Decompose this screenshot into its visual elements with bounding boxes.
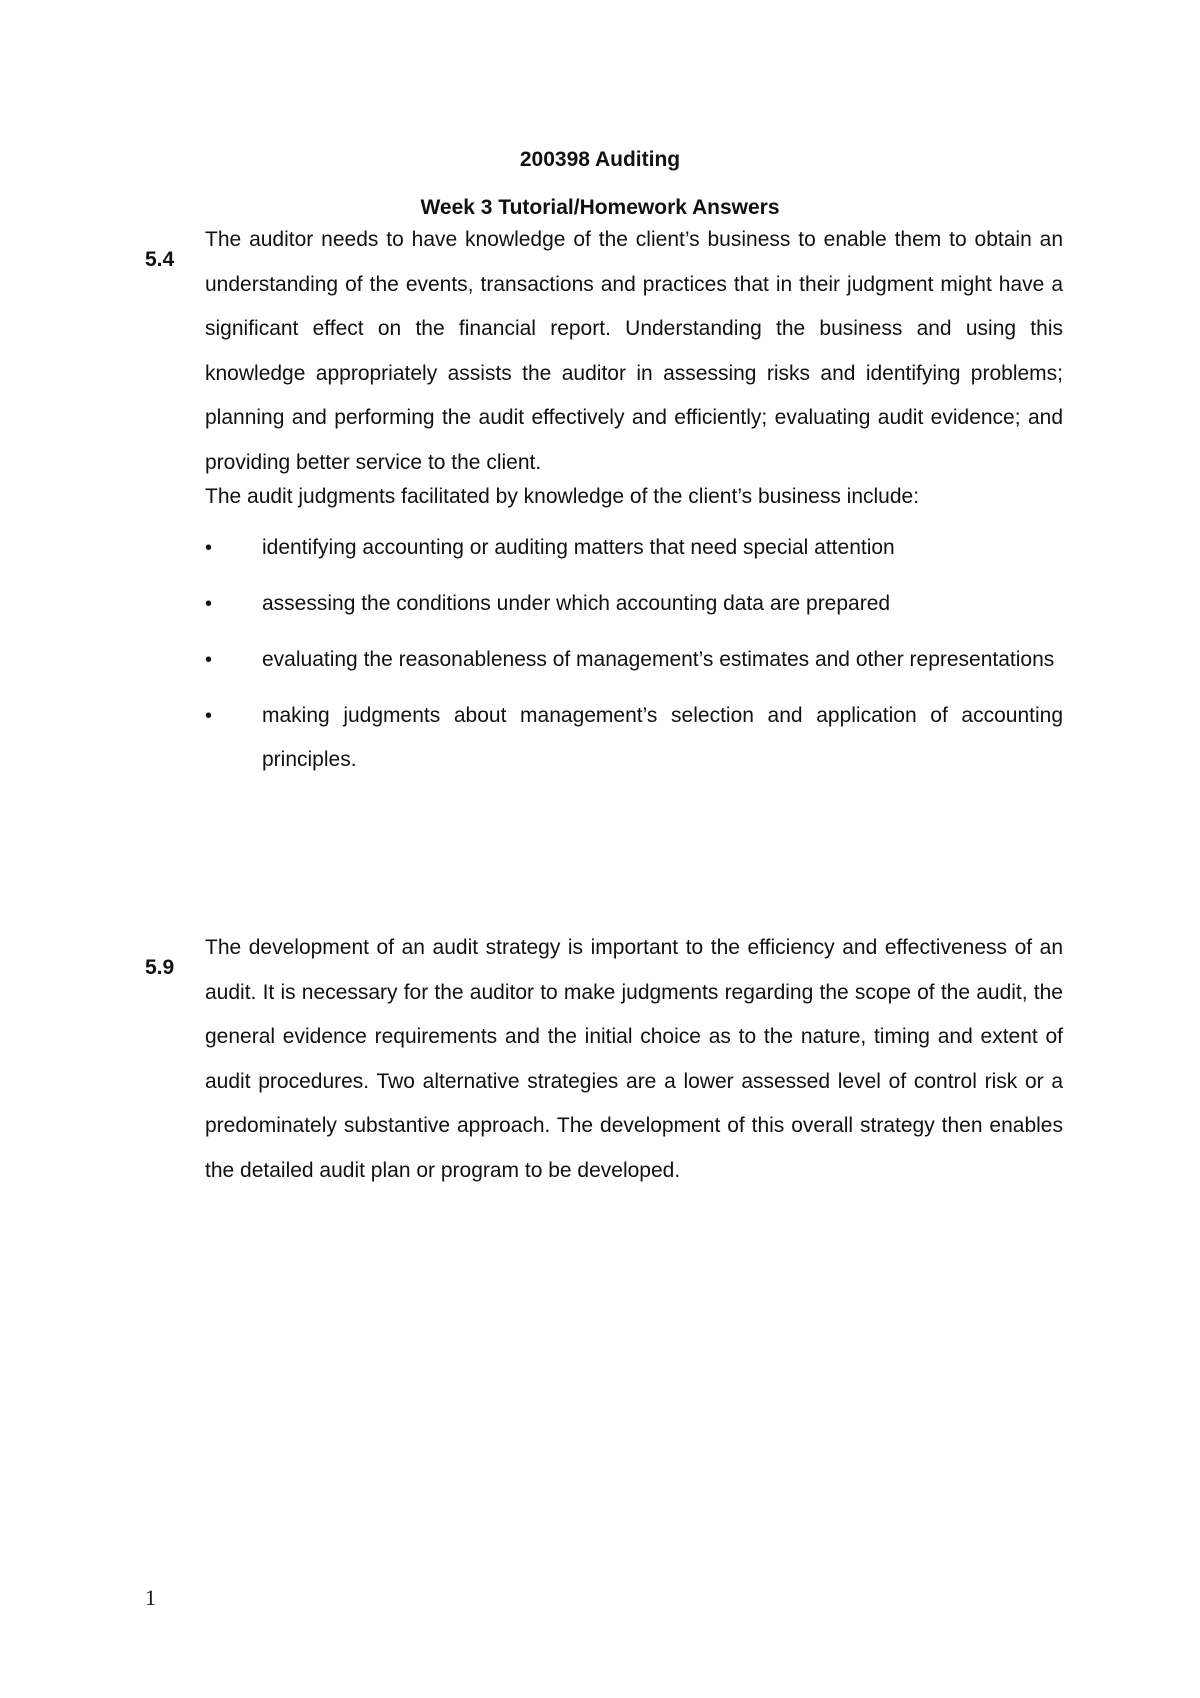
course-title: 200398 Auditing	[519, 148, 681, 171]
question-number-5-4: 5.4	[145, 248, 175, 271]
page-number: 1	[145, 1585, 156, 1610]
question-number-5-9: 5.9	[145, 956, 175, 979]
judgments-list	[205, 526, 1063, 794]
answer-paragraph-5-4: The auditor needs to have knowledge of the client’s business to enable them to obtain an understanding of the events, transactions and practices that in their judgment might have a significant effect on the financial report. Understanding the business and using this knowledge appropriately assists the auditor in assessing risks and identifying problems; planning and performing the audit effectively and efficiently; evaluating audit evidence; and providing better service to the client.	[205, 228, 1063, 474]
list-item-text: making judgments about management’s selection and application of accounting principles.	[262, 704, 1063, 771]
bullet-icon: •	[205, 649, 213, 671]
list-item-text: evaluating the reasonableness of management’s estimates and other representations	[262, 648, 1055, 671]
bullet-icon: •	[205, 705, 213, 727]
list-item-text: identifying accounting or auditing matters that need special attention	[262, 536, 895, 559]
judgments-intro: The audit judgments facilitated by knowledge of the client’s business include:	[205, 485, 920, 508]
document-subtitle: Week 3 Tutorial/Homework Answers	[420, 196, 780, 219]
bullet-icon: •	[205, 537, 213, 559]
list-item	[205, 638, 1063, 682]
answer-paragraph-5-9: The development of an audit strategy is important to the efficiency and effectiveness of an audit. It is necessary for the auditor to make judgments regarding the scope of the audit, the general evidence requirements and the initial choice as to the nature, timing and extent of audit procedures. Two alternative strategies are a lower assessed level of control risk or a predominately substantive approach. The development of this overall strategy then enables the detailed audit plan or program to be developed.	[205, 936, 1063, 1182]
list-item	[205, 582, 1063, 626]
list-item	[205, 526, 1063, 570]
list-item	[205, 694, 1063, 782]
bullet-icon: •	[205, 593, 213, 615]
list-item-text: assessing the conditions under which accounting data are prepared	[262, 592, 891, 615]
